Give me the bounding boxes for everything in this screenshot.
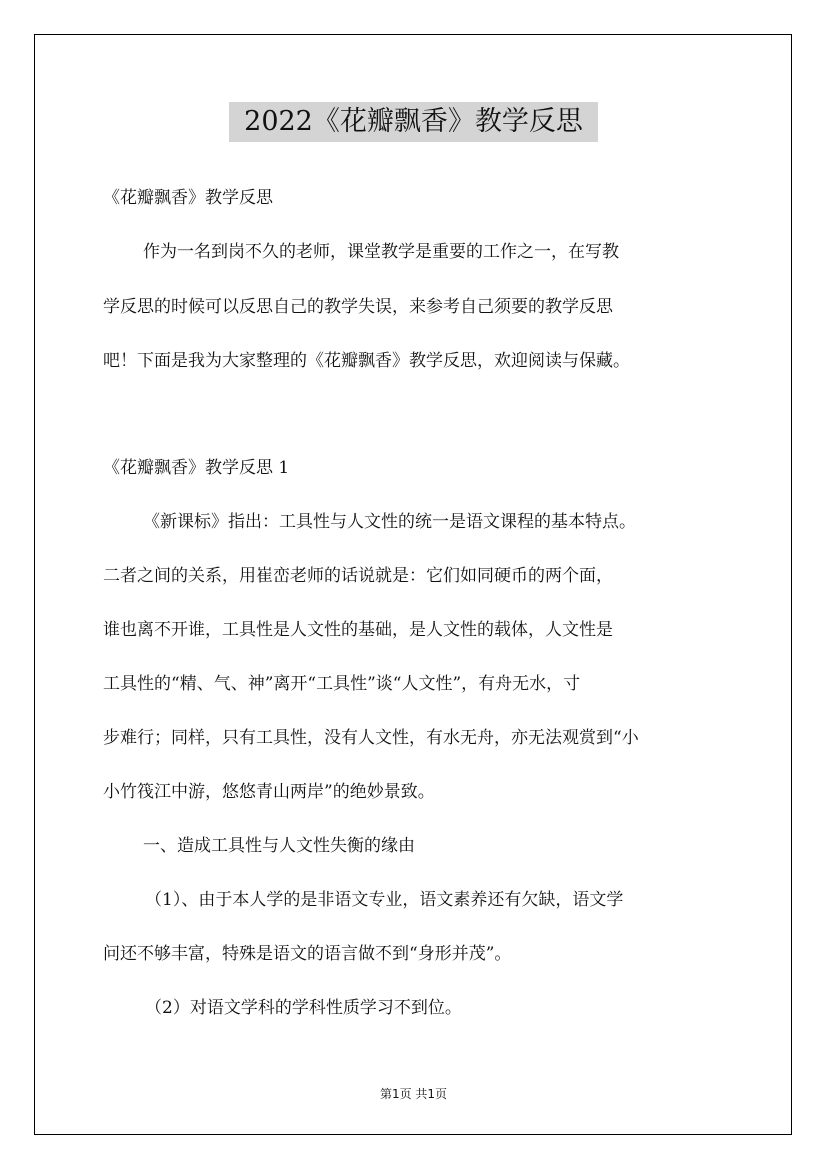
paragraph-line: 小竹筏江中游，悠悠青山两岸”的绝妙景致。 [103, 782, 435, 802]
section-heading: 《花瓣飘香》教学反思 1 [103, 458, 290, 478]
paragraph-line: 吧！下面是我为大家整理的《花瓣飘香》教学反思，欢迎阅读与保藏。 [103, 351, 630, 371]
paragraph-line: 步难行；同样，只有工具性，没有人文性，有水无舟，亦无法观赏到“小 [103, 728, 639, 748]
paragraph-line: 《新课标》指出：工具性与人文性的统一是语文课程的基本特点。 [143, 512, 636, 532]
subheading: 一、造成工具性与人文性失衡的缘由 [143, 836, 415, 856]
paragraph-line: （2）对语文学科的学科性质学习不到位。 [145, 998, 462, 1018]
paragraph-line: 谁也离不开谁，工具性是人文性的基础，是人文性的载体，人文性是 [103, 620, 613, 640]
page-footer: 第1页 共1页 [379, 1087, 448, 1101]
paragraph-line: 二者之间的关系，用崔峦老师的话说就是：它们如同硬币的两个面， [103, 566, 613, 586]
paragraph-line: 学反思的时候可以反思自己的教学失误，来参考自己须要的教学反思 [103, 297, 613, 317]
section-heading: 《花瓣飘香》教学反思 [103, 188, 273, 208]
paragraph-line: 问还不够丰富，特殊是语文的语言做不到“身形并茂”。 [103, 944, 512, 964]
paragraph-line: 作为一名到岗不久的老师，课堂教学是重要的工作之一，在写教 [143, 242, 619, 262]
paragraph-line: （1）、由于本人学的是非语文专业，语文素养还有欠缺，语文学 [145, 890, 624, 910]
document-title: 2022《花瓣飘香》教学反思 [229, 102, 598, 142]
paragraph-line: 工具性的“精、气、神”离开“工具性”谈“人文性”，有舟无水，寸 [103, 674, 581, 694]
